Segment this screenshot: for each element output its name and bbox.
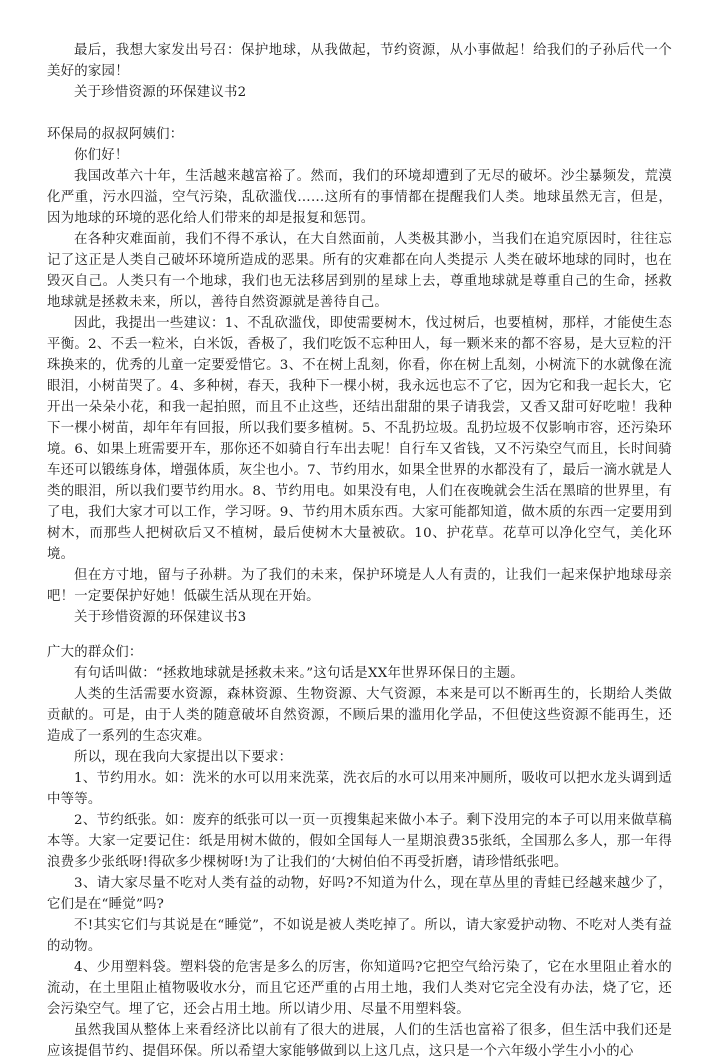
paragraph-2b: 在各种灾难面前，我们不得不承认，在大自然面前，人类极其渺小，当我们在追究原因时，往往忘记了这正是人类自己破坏环境所造成的恶果。所有的灾难都在向人类提示 人类在破坏地球的同时，也在毁灭自己。人类只有一个地球，我们也无法移居到别的星球上去，尊重地球就是尊重自己的生命，拯救地球就是拯救未来，所以，善待自然资源就是善待自己。 — [47, 232, 672, 310]
closing-paragraph: 最后，我想大家发出号召：保护地球，从我做起，节约资源，从小事做起！给我们的子孙后代一个美好的家园！ — [47, 43, 672, 79]
paragraph-3i: 虽然我国从整体上来看经济比以前有了很大的进展，人们的生活也富裕了很多，但生活中我们还是应该提倡节约、提倡环保。所以希望大家能够做到以上这几点，这只是一个六年级小学生小小的心 — [47, 1023, 672, 1059]
blank-line — [47, 628, 672, 642]
paragraph-3d: 1、节约用水。如：洗米的水可以用来洗菜，洗衣后的水可以用来冲厕所，吸收可以把水龙头调到适中等等。 — [47, 771, 672, 807]
paragraph-3e: 2、节约纸张。如：废弃的纸张可以一页一页搜集起来做小本子。剩下没用完的本子可以用来做草稿本等。大家一定要记住：纸是用树木做的，假如全国每人一星期浪费35张纸，全国那么多人，那一年得浪费多少张纸呀!得砍多少棵树呀!为了让我们的‘大树伯伯不再受折磨，请珍惜纸张吧。 — [47, 813, 672, 870]
paragraph-3h: 4、少用塑料袋。塑料袋的危害是多么的厉害，你知道吗?它把空气给污染了，它在水里阻止着水的流动，在土里阻止植物吸收水分，而且它还严重的占用土地，我们人类对它完全没有办法，烧了它，还会污染空气。埋了它，还会占用土地。所以请少用、尽量不用塑料袋。 — [47, 960, 672, 1017]
salutation-2: 环保局的叔叔阿姨们： — [47, 127, 184, 142]
greeting-2: 你们好！ — [74, 148, 129, 163]
paragraph-2c: 因此，我提出一些建议：1、不乱砍滥伐，即使需要树木，伐过树后，也要植树，那样，才能使生态平衡。2、不丢一粒米，白米饭，香极了，我们吃饭不忘种田人，每一颗米来的都不容易，是大豆粒的汗珠换来的，优秀的儿童一定要爱惜它。3、不在树上乱刻，你看，你在树上乱刻，小树流下的水就像在流眼泪，小树苗哭了。4、多种树，春天，我种下一棵小树，我永远也忘不了它，因为它和我一起长大，它开出一朵朵小花，和我一起拍照，而且不止这些，还结出甜甜的果子请我尝，又香又甜可好吃啦！我种下一棵小树苗，却年年有回报，所以我们要多植树。5、不乱扔垃圾。乱扔垃圾不仅影响市容，还污染环境。6、如果上班需要开车，那你还不如骑自行车出去呢！自行车又省钱，又不污染空气而且，长时间骑车还可以锻练身体，增强体质，灰尘也小。7、节约用水，如果全世界的水都没有了，最后一滴水就是人类的眼泪，所以我们要节约用水。8、节约用电。如果没有电，人们在夜晚就会生活在黑暗的世界里，有了电，我们大家才可以工作，学习呀。9、节约用木质东西。大家可能都知道，做木质的东西一定要用到树木，而那些人把树砍后又不植树，最后使树木大量被砍。10、护花草。花草可以净化空气，美化环境。 — [47, 316, 672, 562]
paragraph-3b: 人类的生活需要水资源，森林资源、生物资源、大气资源，本来是可以不断再生的，长期给人类做贡献的。可是，由于人类的随意破坏自然资源，不顾后果的滥用化学品，不但使这些资源不能再生，还造成了一系列的生态灾难。 — [47, 687, 672, 744]
salutation-3: 广大的群众们： — [47, 645, 143, 660]
paragraph-3c: 所以，现在我向大家提出以下要求： — [74, 750, 293, 765]
paragraph-2d: 但在方寸地，留与子孙耕。为了我们的未来，保护环境是人人有责的，让我们一起来保护地球母亲吧！一定要保护好她！低碳生活从现在开始。 — [47, 568, 672, 604]
blank-line — [47, 103, 672, 124]
section-title-2: 关于珍惜资源的环保建议书2 — [74, 85, 247, 100]
paragraph-3f: 3、请大家尽量不吃对人类有益的动物，好吗?不知道为什么，现在草丛里的青蛙已经越来越少了，它们是在“睡觉”吗? — [47, 876, 672, 912]
section-title-3: 关于珍惜资源的环保建议书3 — [74, 610, 247, 625]
paragraph-2a: 我国改革六十年，生活越来越富裕了。然而，我们的环境却遭到了无尽的破坏。沙尘暴频发，荒漠化严重，污水四溢，空气污染，乱砍滥伐……这所有的事情都在提醒我们人类。地球虽然无言，但是，因为地球的环境的恶化给人们带来的却是报复和惩罚。 — [47, 169, 672, 226]
paragraph-3g: 不!其实它们与其说是在“睡觉”，不如说是被人类吃掉了。所以，请大家爱护动物、不吃对人类有益的动物。 — [47, 918, 672, 954]
paragraph-3a: 有句话叫做：“拯救地球就是拯救未来。”这句话是XX年世界环保日的主题。 — [74, 666, 524, 681]
